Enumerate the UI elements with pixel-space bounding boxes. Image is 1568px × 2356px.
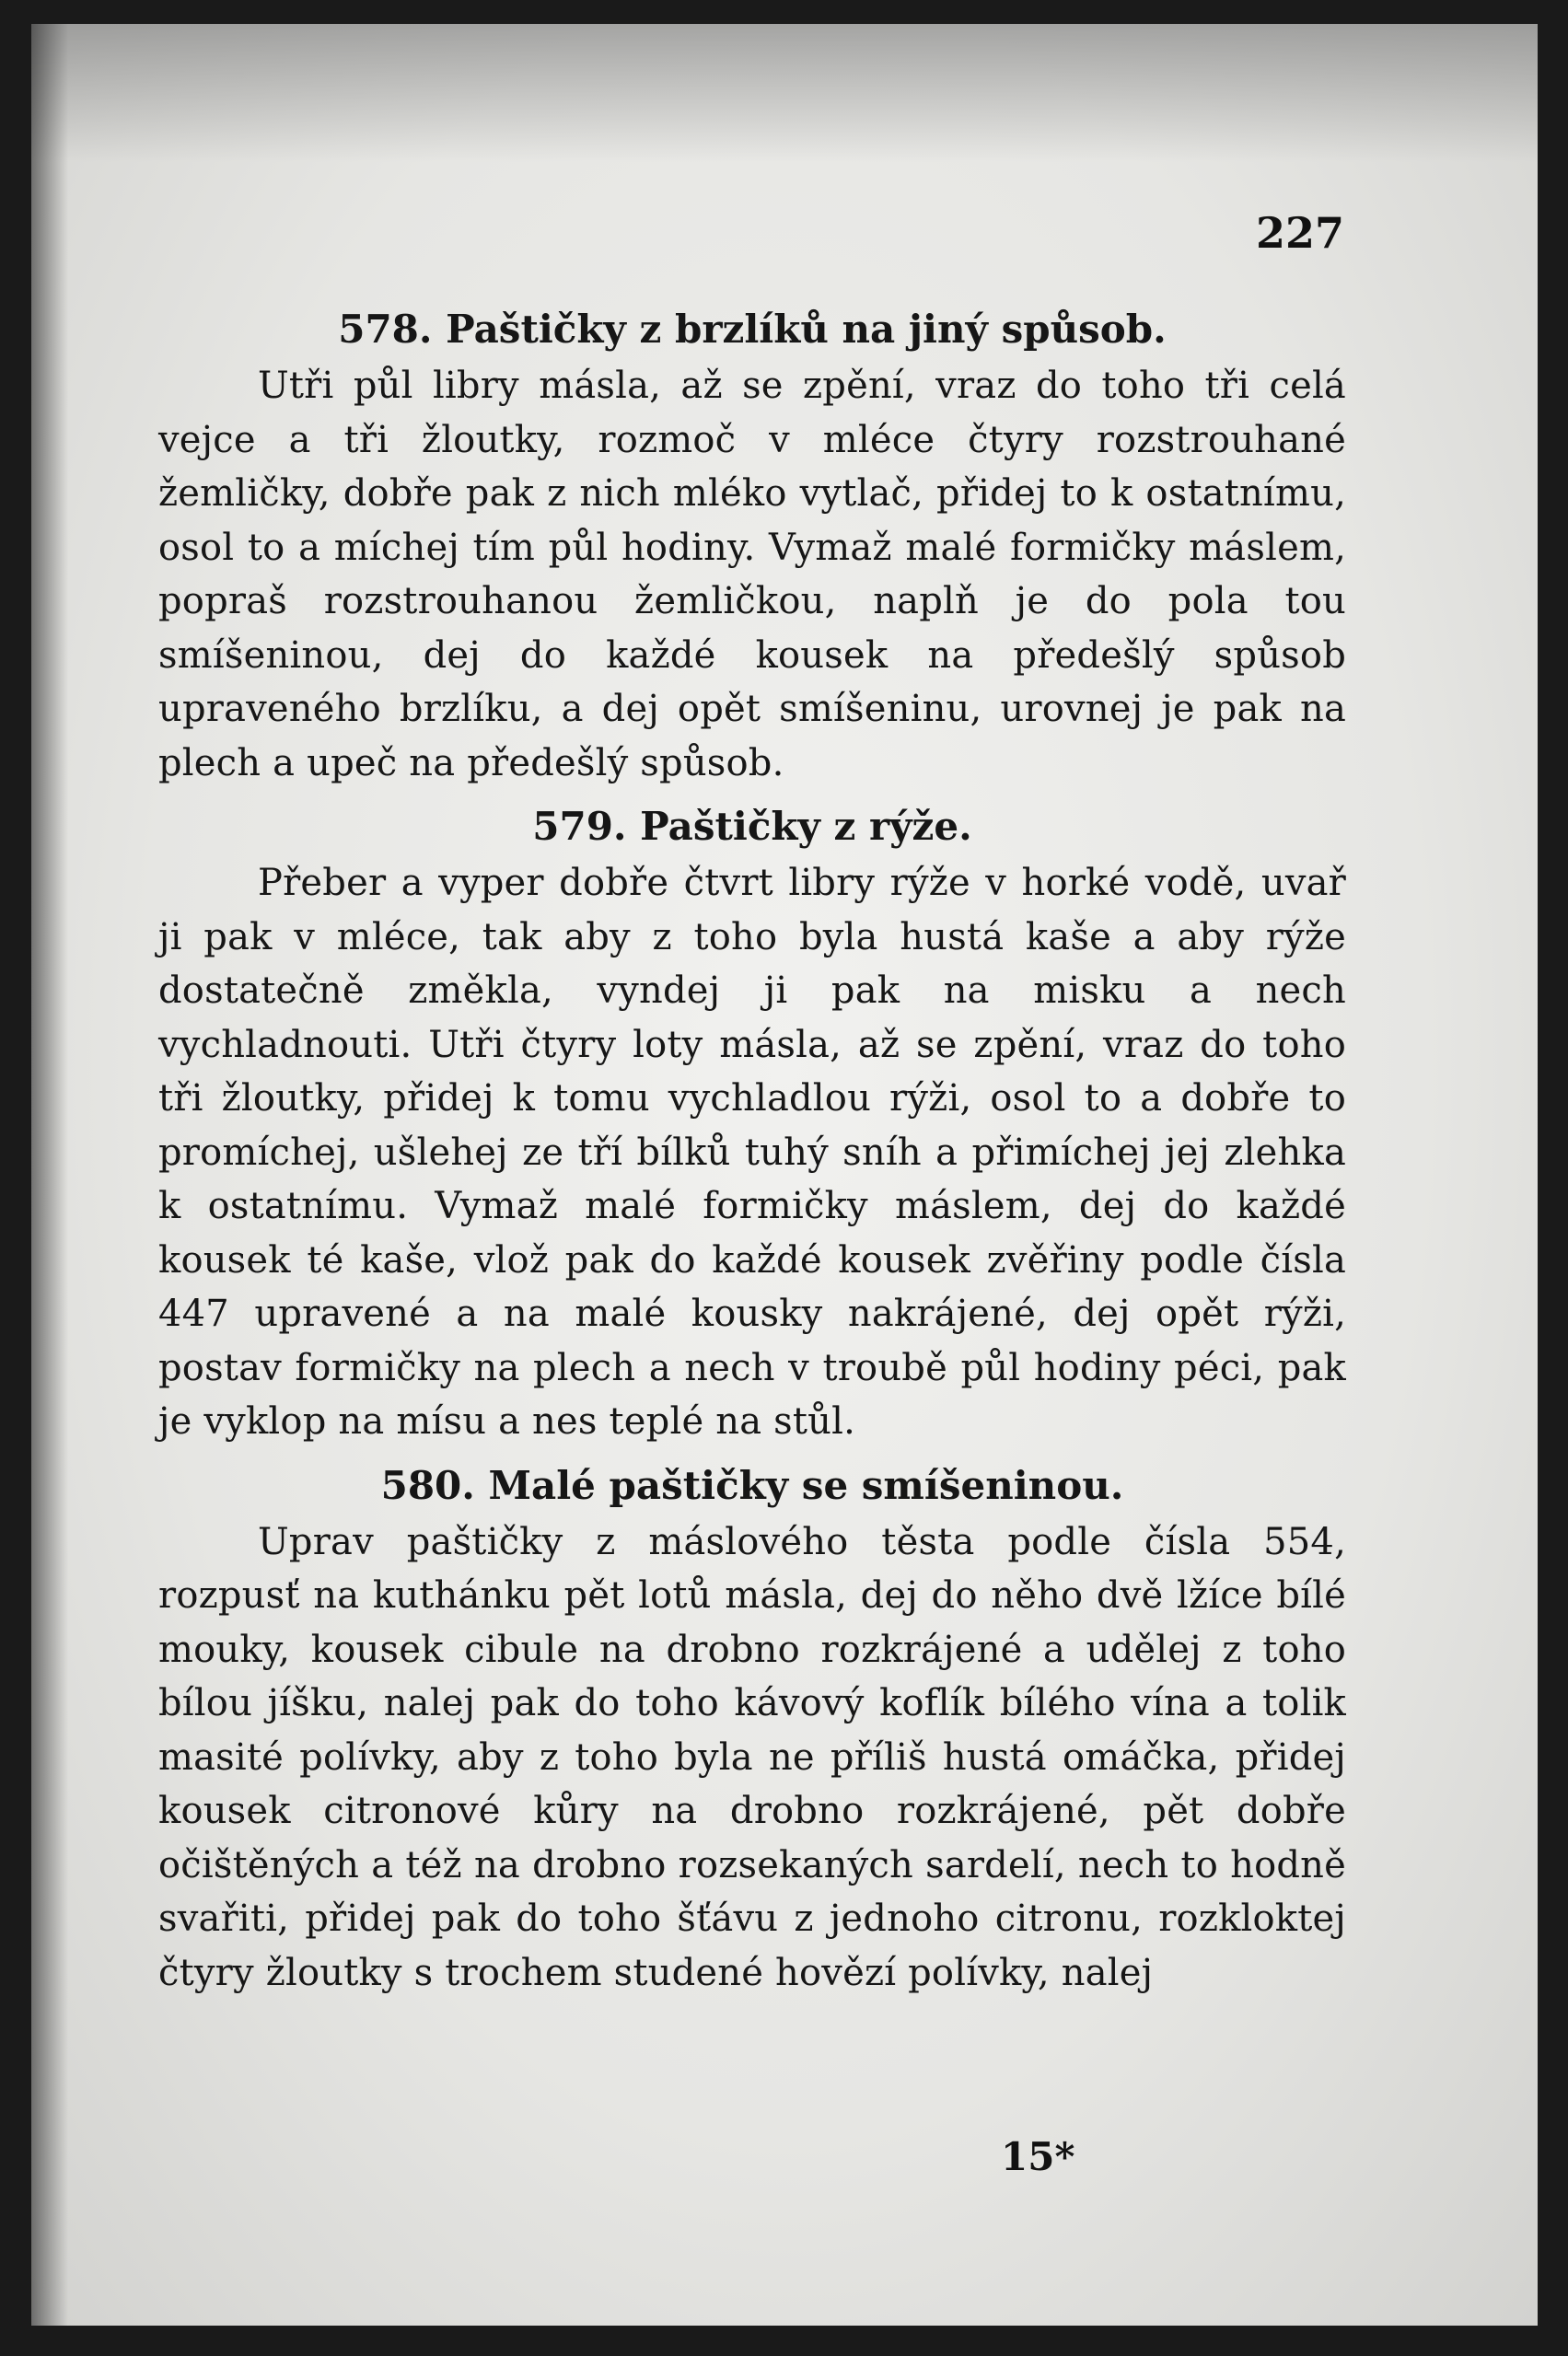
recipe-text-580: Uprav paštičky z máslového těsta podle čísla 554, rozpusť na kuthánku pět lotů másla, dej do něho dvě lžíce bílé mouky, kousek cibule na drobno rozkrájené a udělej z toho bílou jíšku, nalej pak do toho kávový koflík bílého vína a tolik masité polívky, aby z toho byla ne příliš hustá omáčka, přidej kousek citronové kůry na drobno rozkrájené, pět dobře očištěných a též na drobno rozsekaných sardelí, nech to hodně svařiti, přidej pak do toho šťávu z jednoho citronu, rozkloktej čtyry žloutky s trochem studené hovězí polívky, nalej <box>158 1520 1346 1994</box>
recipe-heading-578: 578. Paštičky z brzlíků na jiný spůsob. <box>338 307 1167 352</box>
page-top-shadow <box>31 24 1538 162</box>
recipe-heading-580: 580. Malé paštičky se smíšeninou. <box>380 1462 1124 1508</box>
signature-mark: 15* <box>1001 2134 1075 2179</box>
book-page <box>31 24 1538 2326</box>
page-number: 227 <box>1255 208 1344 258</box>
recipe-text-579: Přeber a vyper dobře čtvrt libry rýže v horké vodě, uvař ji pak v mléce, tak aby z toho byla hustá kaše a aby rýže dostatečně změkla, vyndej ji pak na misku a nech vychladnouti. Utři čtyry loty másla, až se zpění, vraz do toho tři žloutky, přidej k tomu vychladlou rýži, osol to a dobře to promíchej, ušlehej ze tří bílků tuhý sníh a přimíchej jej zlehka k ostatnímu. Vymaž malé formičky máslem, dej do každé kousek té kaše, vlož pak do každé kousek zvěřiny podle čísla 447 upravené a na malé kousky nakrájené, dej opět rýži, postav formičky na plech a nech v troubě půl hodiny péci, pak je vyklop na mísu a nes teplé na stůl. <box>158 862 1346 1443</box>
recipe-heading-579: 579. Paštičky z rýže. <box>532 804 972 849</box>
page-gutter-shadow <box>31 24 68 2326</box>
recipe-text-578: Utři půl libry másla, až se zpění, vraz do toho tři celá vejce a tři žloutky, rozmoč v mléce čtyry rozstrouhané žemličky, dobře pak z nich mléko vytlač, přidej to k ostatnímu, osol to a míchej tím půl hodiny. Vymaž malé formičky máslem, popraš rozstrouhanou žemličkou, naplň je do pola tou smíšeninou, dej do každé kousek na předešlý spůsob upraveného brzlíku, a dej opět smíšeninu, urovnej je pak na plech a upeč na předešlý spůsob. <box>158 365 1346 784</box>
page-content <box>158 300 1346 2007</box>
